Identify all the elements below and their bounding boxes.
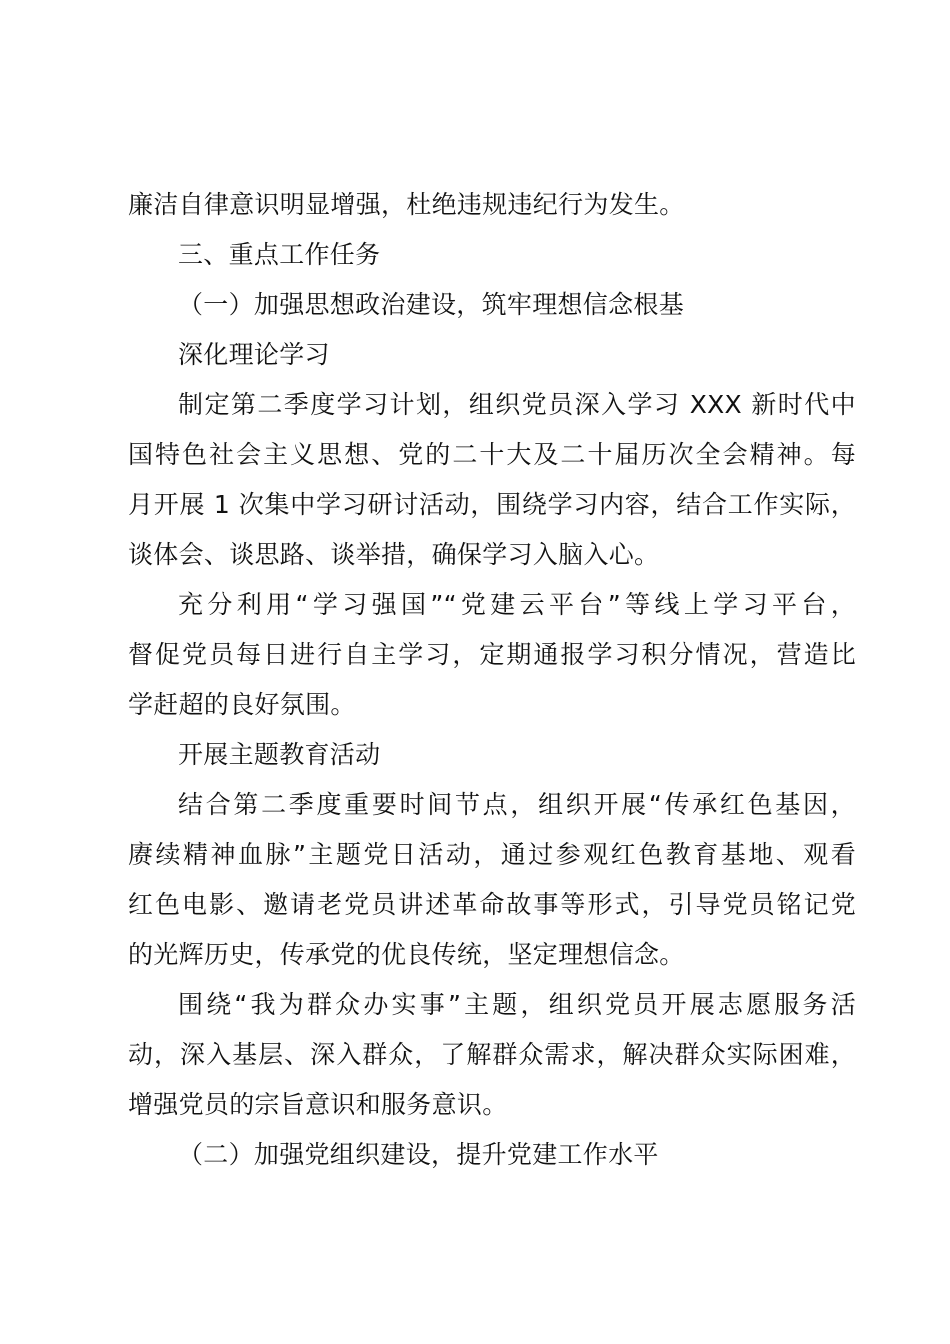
- paragraph-line: （一）加强思想政治建设，筑牢理想信念根基: [178, 290, 685, 319]
- paragraph: [128, 580, 856, 730]
- document-body: [128, 180, 856, 1180]
- paragraph-line: 开展主题教育活动: [178, 740, 381, 769]
- paragraph: [128, 780, 856, 980]
- paragraph: [128, 380, 856, 580]
- paragraph-line: 督促党员每日进行自主学习，定期通报学习积分情况，营造比: [128, 640, 856, 669]
- paragraph: [128, 1130, 856, 1180]
- paragraph: [128, 280, 856, 330]
- paragraph-line: 制定第二季度学习计划，组织党员深入学习 XXX 新时代中: [178, 390, 856, 419]
- paragraph-line: （二）加强党组织建设，提升党建工作水平: [178, 1140, 659, 1169]
- paragraph: [128, 180, 856, 230]
- paragraph-line: 结合第二季度重要时间节点，组织开展“传承红色基因，: [178, 790, 856, 819]
- paragraph: [128, 330, 856, 380]
- paragraph-line: 赓续精神血脉”主题党日活动，通过参观红色教育基地、观看: [128, 840, 856, 869]
- paragraph-line: 的光辉历史，传承党的优良传统，坚定理想信念。: [128, 940, 685, 969]
- paragraph-line: 谈体会、谈思路、谈举措，确保学习入脑入心。: [128, 540, 660, 569]
- paragraph-line: 三、重点工作任务: [178, 240, 381, 269]
- paragraph-line: 深化理论学习: [178, 340, 330, 369]
- paragraph: [128, 230, 856, 280]
- paragraph: [128, 980, 856, 1130]
- paragraph-line: 学赶超的良好氛围。: [128, 690, 356, 719]
- paragraph: [128, 730, 856, 780]
- paragraph-line: 国特色社会主义思想、党的二十大及二十届历次全会精神。每: [128, 440, 856, 469]
- paragraph-line: 廉洁自律意识明显增强，杜绝违规违纪行为发生。: [128, 190, 685, 219]
- paragraph-line: 充分利用“学习强国”“党建云平台”等线上学习平台，: [178, 590, 856, 619]
- paragraph-line: 月开展 1 次集中学习研讨活动，围绕学习内容，结合工作实际，: [128, 490, 856, 519]
- paragraph-line: 红色电影、邀请老党员讲述革命故事等形式，引导党员铭记党: [128, 890, 856, 919]
- paragraph-line: 围绕“我为群众办实事”主题，组织党员开展志愿服务活: [178, 990, 856, 1019]
- paragraph-line: 增强党员的宗旨意识和服务意识。: [128, 1090, 508, 1119]
- paragraph-line: 动，深入基层、深入群众，了解群众需求，解决群众实际困难，: [128, 1040, 856, 1069]
